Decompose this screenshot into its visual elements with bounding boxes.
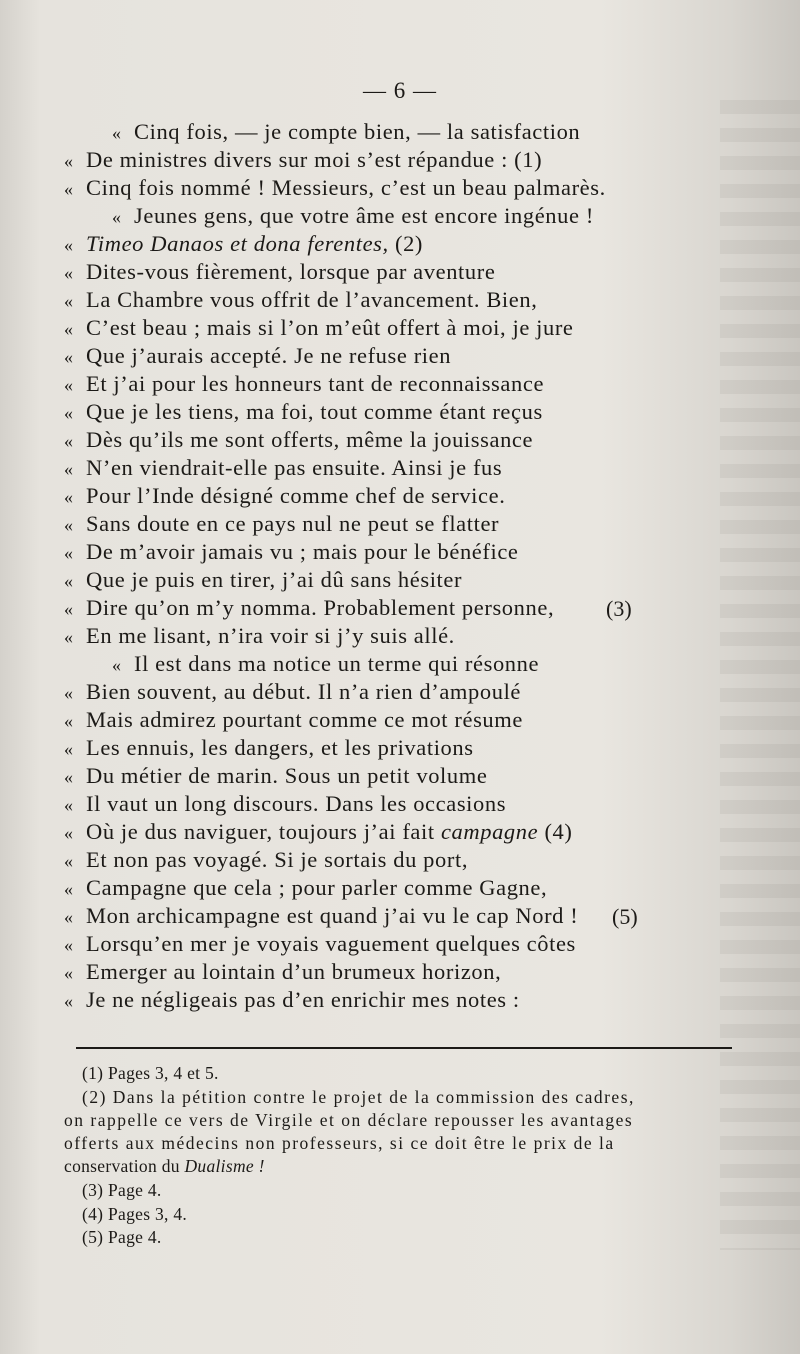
line-text: Lorsqu’en mer je voyais vaguement quelques côtes — [86, 931, 576, 956]
quote-mark: « — [64, 627, 74, 647]
line-text: Où je dus naviguer, toujours j’ai fait — [86, 819, 441, 844]
line-text: Les ennuis, les dangers, et les privations — [86, 735, 474, 760]
footnote-text: (5) Page 4. — [82, 1227, 162, 1247]
poem-line — [64, 958, 501, 987]
poem-line — [64, 174, 606, 203]
poem-line — [64, 706, 523, 735]
quote-mark: « — [112, 207, 122, 227]
quote-mark: « — [64, 431, 74, 451]
quote-mark: « — [64, 711, 74, 731]
line-text: Que j’aurais accepté. Je ne refuse rien — [86, 343, 452, 368]
quote-mark: « — [64, 571, 74, 591]
poem-line — [64, 678, 521, 707]
footnote-line — [82, 1086, 635, 1108]
line-text: Que je les tiens, ma foi, tout comme étant reçus — [86, 399, 543, 424]
line-italic-text: campagne — [440, 819, 539, 844]
bleed-through-text — [720, 100, 800, 1250]
quote-mark: « — [64, 991, 74, 1011]
quote-mark: « — [64, 963, 74, 983]
line-text: Mon archicampagne est quand j’ai vu le cap Nord ! — [86, 903, 579, 928]
line-text: Et non pas voyagé. Si je sortais du port, — [86, 847, 469, 872]
line-italic-text: Timeo Danaos et dona ferentes, — [86, 231, 389, 256]
line-text: De m’avoir jamais vu ; mais pour le bénéfice — [86, 539, 519, 564]
footnote-line — [64, 1132, 615, 1154]
poem-line — [64, 846, 468, 875]
line-text: Il vaut un long discours. Dans les occasions — [86, 791, 507, 816]
line-text: Jeunes gens, que votre âme est encore ingénue ! — [134, 203, 594, 228]
quote-mark: « — [64, 907, 74, 927]
footnote-line — [82, 1179, 162, 1201]
poem-line — [64, 594, 554, 623]
footnote-text: (1) Pages 3, 4 et 5. — [82, 1063, 219, 1083]
line-text: La Chambre vous offrit de l’avancement. Bien, — [86, 287, 538, 312]
poem-line — [64, 538, 519, 567]
poem-line — [64, 902, 578, 931]
poem-line — [64, 342, 451, 371]
quote-mark: « — [64, 515, 74, 535]
quote-mark: « — [64, 935, 74, 955]
footnote-reference: (3) — [606, 596, 632, 621]
poem-line — [64, 818, 572, 847]
quote-mark: « — [64, 599, 74, 619]
poem-line — [64, 146, 542, 175]
footnote-line — [82, 1226, 162, 1248]
quote-mark: « — [64, 235, 74, 255]
poem-line — [64, 230, 423, 259]
quote-mark: « — [64, 375, 74, 395]
poem-line — [64, 482, 505, 511]
footnote-line — [82, 1062, 219, 1084]
quote-mark: « — [64, 879, 74, 899]
quote-mark: « — [64, 851, 74, 871]
line-text: Dire qu’on m’y nomma. Probablement personne, — [86, 595, 555, 620]
quote-mark: « — [64, 179, 74, 199]
line-text: C’est beau ; mais si l’on m’eût offert à moi, je jure — [86, 315, 574, 340]
poem-line — [64, 930, 576, 959]
footnote-italic-text: Dualisme ! — [184, 1156, 265, 1176]
poem-line — [64, 734, 474, 763]
line-text: En me lisant, n’ira voir si j’y suis allé. — [86, 623, 455, 648]
footnote-text: (2) Dans la pétition contre le projet de la commission des cadres, — [82, 1087, 635, 1107]
poem-line — [64, 566, 462, 595]
line-text: Mais admirez pourtant comme ce mot résume — [86, 707, 523, 732]
line-text: Dites-vous fièrement, lorsque par aventure — [86, 259, 496, 284]
quote-mark: « — [64, 795, 74, 815]
footnote-line — [64, 1109, 633, 1131]
poem-line — [64, 874, 547, 903]
line-text: Et j’ai pour les honneurs tant de reconnaissance — [86, 371, 545, 396]
line-text: Pour l’Inde désigné comme chef de service. — [86, 483, 506, 508]
line-text: Cinq fois, — je compte bien, — la satisfaction — [134, 119, 581, 144]
line-text: Sans doute en ce pays nul ne peut se flatter — [86, 511, 500, 536]
footnote-reference: (5) — [612, 904, 638, 929]
quote-mark: « — [64, 319, 74, 339]
line-text: Il est dans ma notice un terme qui résonne — [134, 651, 540, 676]
poem-line — [112, 650, 539, 679]
line-text: Bien souvent, au début. Il n’a rien d’ampoulé — [86, 679, 522, 704]
footnote-rule — [76, 1047, 732, 1049]
line-text: N’en viendrait-elle pas ensuite. Ainsi je fus — [86, 455, 503, 480]
footnote-line — [64, 1155, 265, 1177]
poem-line — [64, 762, 487, 791]
line-text: Cinq fois nommé ! Messieurs, c’est un beau palmarès. — [86, 175, 606, 200]
quote-mark: « — [64, 767, 74, 787]
quote-mark: « — [64, 263, 74, 283]
line-text: De ministres divers sur moi s’est répandue : (1) — [86, 147, 543, 172]
line-text: Emerger au lointain d’un brumeux horizon, — [86, 959, 502, 984]
line-text: Que je puis en tirer, j’ai dû sans hésiter — [86, 567, 463, 592]
footnote-text: (3) Page 4. — [82, 1180, 162, 1200]
poem-line — [64, 622, 455, 651]
poem-line — [64, 314, 574, 343]
line-text: Dès qu’ils me sont offerts, même la jouissance — [86, 427, 534, 452]
quote-mark: « — [64, 403, 74, 423]
poem-line — [64, 790, 506, 819]
quote-mark: « — [64, 823, 74, 843]
poem-line — [64, 370, 544, 399]
quote-mark: « — [64, 151, 74, 171]
line-text: Je ne négligeais pas d’en enrichir mes notes : — [86, 987, 520, 1012]
quote-mark: « — [64, 347, 74, 367]
line-text-suffix: (4) — [538, 819, 573, 844]
footnote-line — [82, 1203, 187, 1225]
poem-line — [112, 118, 580, 147]
quote-mark: « — [64, 739, 74, 759]
poem-line — [64, 286, 537, 315]
poem-line — [64, 426, 533, 455]
quote-mark: « — [64, 543, 74, 563]
page-number: — 6 — — [363, 78, 437, 103]
line-text: Du métier de marin. Sous un petit volume — [86, 763, 488, 788]
poem-line — [64, 454, 502, 483]
poem-line — [64, 258, 495, 287]
poem-line — [64, 510, 499, 539]
quote-mark: « — [112, 123, 122, 143]
poem-line — [112, 202, 594, 231]
footnote-text: on rappelle ce vers de Virgile et on déclare repousser les avantages — [64, 1110, 634, 1130]
line-text-suffix: (2) — [388, 231, 424, 256]
quote-mark: « — [64, 487, 74, 507]
footnote-text: (4) Pages 3, 4. — [82, 1204, 188, 1224]
quote-mark: « — [64, 291, 74, 311]
quote-mark: « — [64, 459, 74, 479]
footnote-text: conservation du — [64, 1156, 185, 1176]
poem-line — [64, 398, 543, 427]
footnote-text: offerts aux médecins non professeurs, si ce doit être le prix de la — [64, 1133, 615, 1153]
quote-mark: « — [64, 683, 74, 703]
line-text: Campagne que cela ; pour parler comme Gagne, — [86, 875, 548, 900]
poem-line — [64, 986, 520, 1015]
quote-mark: « — [112, 655, 122, 675]
